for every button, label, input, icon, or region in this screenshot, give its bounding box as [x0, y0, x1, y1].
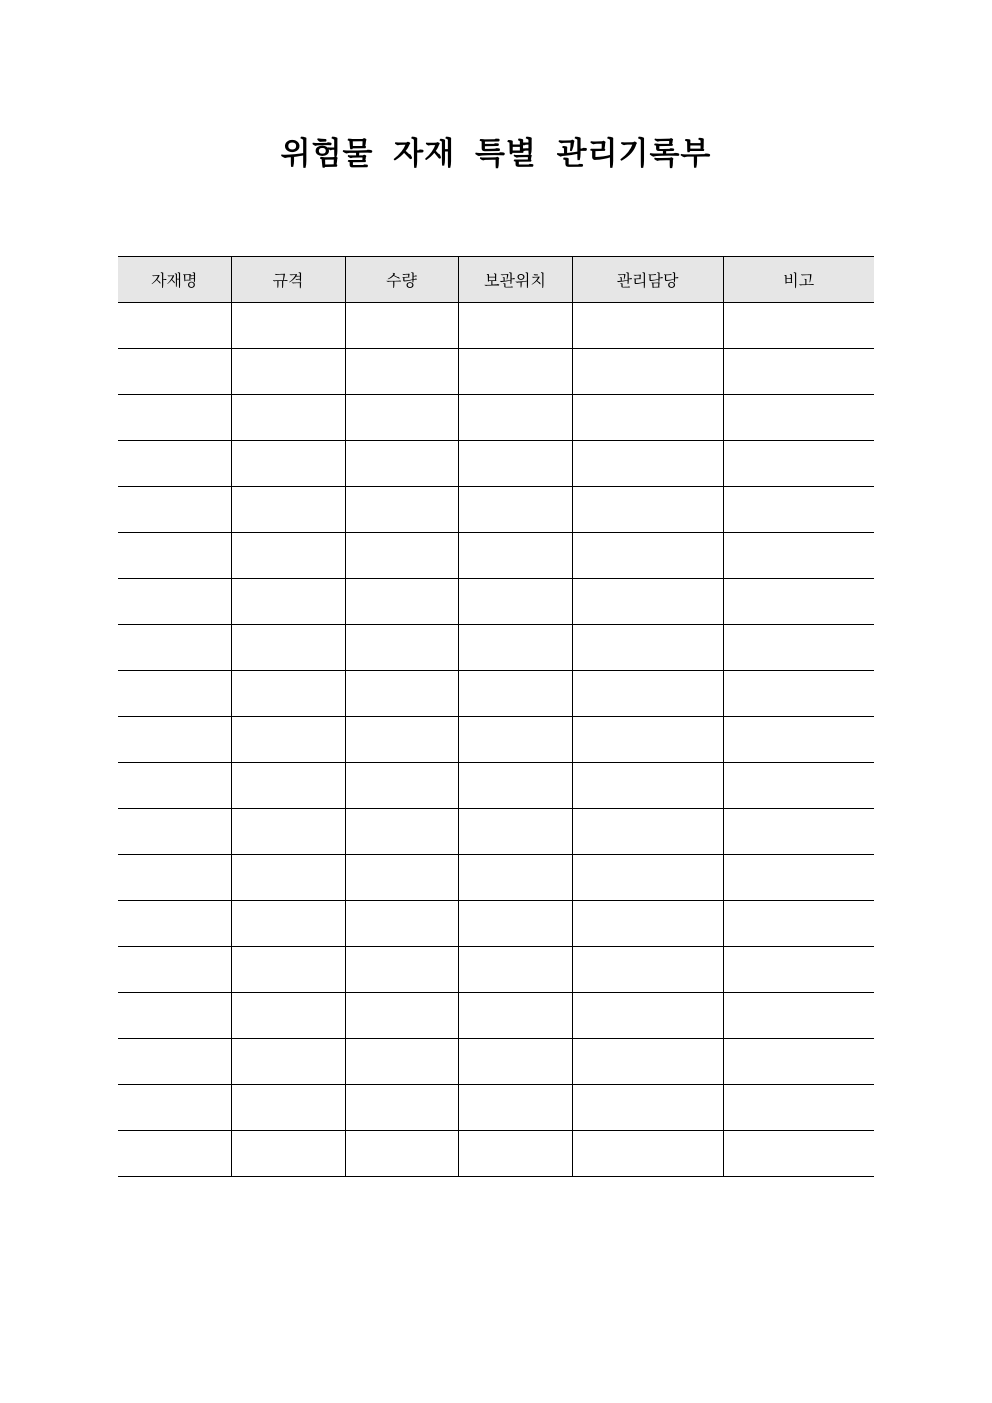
specification-cell[interactable]	[231, 1039, 345, 1085]
specification-cell[interactable]	[231, 1085, 345, 1131]
remarks-cell[interactable]	[723, 303, 874, 349]
manager-cell[interactable]	[572, 993, 723, 1039]
table-row	[118, 671, 874, 717]
remarks-cell[interactable]	[723, 947, 874, 993]
manager-cell[interactable]	[572, 947, 723, 993]
table-row	[118, 349, 874, 395]
quantity-cell[interactable]	[345, 1131, 458, 1177]
storage-location-cell[interactable]	[458, 671, 572, 717]
material-name-cell[interactable]	[118, 1131, 231, 1177]
specification-cell[interactable]	[231, 809, 345, 855]
column-header-manager: 관리담당	[572, 257, 723, 303]
remarks-cell[interactable]	[723, 1039, 874, 1085]
material-name-cell[interactable]	[118, 303, 231, 349]
storage-location-cell[interactable]	[458, 395, 572, 441]
material-name-cell[interactable]	[118, 487, 231, 533]
specification-cell[interactable]	[231, 1131, 345, 1177]
material-name-cell[interactable]	[118, 947, 231, 993]
material-name-cell[interactable]	[118, 671, 231, 717]
storage-location-cell[interactable]	[458, 763, 572, 809]
remarks-cell[interactable]	[723, 671, 874, 717]
table-row	[118, 1085, 874, 1131]
material-name-cell[interactable]	[118, 1085, 231, 1131]
specification-cell[interactable]	[231, 993, 345, 1039]
material-name-cell[interactable]	[118, 901, 231, 947]
table-row	[118, 809, 874, 855]
quantity-cell[interactable]	[345, 533, 458, 579]
material-name-cell[interactable]	[118, 395, 231, 441]
table-row	[118, 763, 874, 809]
table-row	[118, 487, 874, 533]
document-title: 위험물 자재 특별 관리기록부	[280, 136, 712, 172]
column-header-material-name: 자재명	[118, 257, 231, 303]
remarks-cell[interactable]	[723, 993, 874, 1039]
manager-cell[interactable]	[572, 1039, 723, 1085]
storage-location-cell[interactable]	[458, 1131, 572, 1177]
quantity-cell[interactable]	[345, 487, 458, 533]
table-row	[118, 947, 874, 993]
material-name-cell[interactable]	[118, 763, 231, 809]
remarks-cell[interactable]	[723, 349, 874, 395]
remarks-cell[interactable]	[723, 1085, 874, 1131]
manager-cell[interactable]	[572, 717, 723, 763]
table-row	[118, 901, 874, 947]
material-name-cell[interactable]	[118, 441, 231, 487]
table-row	[118, 1131, 874, 1177]
storage-location-cell[interactable]	[458, 717, 572, 763]
remarks-cell[interactable]	[723, 441, 874, 487]
material-name-cell[interactable]	[118, 1039, 231, 1085]
table-row	[118, 441, 874, 487]
material-name-cell[interactable]	[118, 855, 231, 901]
manager-cell[interactable]	[572, 809, 723, 855]
specification-cell[interactable]	[231, 487, 345, 533]
remarks-cell[interactable]	[723, 395, 874, 441]
quantity-cell[interactable]	[345, 671, 458, 717]
storage-location-cell[interactable]	[458, 625, 572, 671]
material-register-table	[118, 256, 874, 1177]
quantity-cell[interactable]	[345, 579, 458, 625]
material-name-cell[interactable]	[118, 993, 231, 1039]
remarks-cell[interactable]	[723, 579, 874, 625]
remarks-cell[interactable]	[723, 487, 874, 533]
storage-location-cell[interactable]	[458, 349, 572, 395]
column-header-specification: 규격	[231, 257, 345, 303]
quantity-cell[interactable]	[345, 855, 458, 901]
storage-location-cell[interactable]	[458, 809, 572, 855]
storage-location-cell[interactable]	[458, 487, 572, 533]
quantity-cell[interactable]	[345, 625, 458, 671]
storage-location-cell[interactable]	[458, 901, 572, 947]
quantity-cell[interactable]	[345, 395, 458, 441]
storage-location-cell[interactable]	[458, 1039, 572, 1085]
table-row	[118, 533, 874, 579]
specification-cell[interactable]	[231, 395, 345, 441]
quantity-cell[interactable]	[345, 901, 458, 947]
table-row	[118, 579, 874, 625]
remarks-cell[interactable]	[723, 717, 874, 763]
manager-cell[interactable]	[572, 901, 723, 947]
material-name-cell[interactable]	[118, 533, 231, 579]
manager-cell[interactable]	[572, 579, 723, 625]
specification-cell[interactable]	[231, 671, 345, 717]
material-name-cell[interactable]	[118, 625, 231, 671]
specification-cell[interactable]	[231, 901, 345, 947]
storage-location-cell[interactable]	[458, 303, 572, 349]
quantity-cell[interactable]	[345, 947, 458, 993]
remarks-cell[interactable]	[723, 533, 874, 579]
manager-cell[interactable]	[572, 395, 723, 441]
material-name-cell[interactable]	[118, 809, 231, 855]
specification-cell[interactable]	[231, 947, 345, 993]
table-row	[118, 717, 874, 763]
manager-cell[interactable]	[572, 441, 723, 487]
specification-cell[interactable]	[231, 441, 345, 487]
specification-cell[interactable]	[231, 855, 345, 901]
manager-cell[interactable]	[572, 625, 723, 671]
manager-cell[interactable]	[572, 533, 723, 579]
remarks-cell[interactable]	[723, 625, 874, 671]
remarks-cell[interactable]	[723, 763, 874, 809]
quantity-cell[interactable]	[345, 1039, 458, 1085]
manager-cell[interactable]	[572, 1085, 723, 1131]
manager-cell[interactable]	[572, 763, 723, 809]
specification-cell[interactable]	[231, 579, 345, 625]
column-header-quantity: 수량	[345, 257, 458, 303]
manager-cell[interactable]	[572, 855, 723, 901]
table-row	[118, 625, 874, 671]
remarks-cell[interactable]	[723, 809, 874, 855]
remarks-cell[interactable]	[723, 855, 874, 901]
remarks-cell[interactable]	[723, 1131, 874, 1177]
quantity-cell[interactable]	[345, 809, 458, 855]
storage-location-cell[interactable]	[458, 855, 572, 901]
specification-cell[interactable]	[231, 533, 345, 579]
column-header-remarks: 비고	[723, 257, 874, 303]
storage-location-cell[interactable]	[458, 947, 572, 993]
storage-location-cell[interactable]	[458, 993, 572, 1039]
manager-cell[interactable]	[572, 349, 723, 395]
quantity-cell[interactable]	[345, 1085, 458, 1131]
manager-cell[interactable]	[572, 487, 723, 533]
quantity-cell[interactable]	[345, 993, 458, 1039]
remarks-cell[interactable]	[723, 901, 874, 947]
specification-cell[interactable]	[231, 349, 345, 395]
storage-location-cell[interactable]	[458, 533, 572, 579]
table-row	[118, 855, 874, 901]
manager-cell[interactable]	[572, 303, 723, 349]
table-row	[118, 395, 874, 441]
storage-location-cell[interactable]	[458, 441, 572, 487]
material-name-cell[interactable]	[118, 349, 231, 395]
quantity-cell[interactable]	[345, 303, 458, 349]
quantity-cell[interactable]	[345, 441, 458, 487]
quantity-cell[interactable]	[345, 349, 458, 395]
table-header-row	[118, 257, 874, 303]
specification-cell[interactable]	[231, 717, 345, 763]
storage-location-cell[interactable]	[458, 1085, 572, 1131]
manager-cell[interactable]	[572, 671, 723, 717]
table-row	[118, 303, 874, 349]
table-row	[118, 993, 874, 1039]
specification-cell[interactable]	[231, 625, 345, 671]
specification-cell[interactable]	[231, 303, 345, 349]
specification-cell[interactable]	[231, 763, 345, 809]
manager-cell[interactable]	[572, 1131, 723, 1177]
table-row	[118, 1039, 874, 1085]
table-body	[118, 303, 874, 1177]
quantity-cell[interactable]	[345, 763, 458, 809]
quantity-cell[interactable]	[345, 717, 458, 763]
storage-location-cell[interactable]	[458, 579, 572, 625]
material-name-cell[interactable]	[118, 717, 231, 763]
column-header-storage-location: 보관위치	[458, 257, 572, 303]
material-name-cell[interactable]	[118, 579, 231, 625]
